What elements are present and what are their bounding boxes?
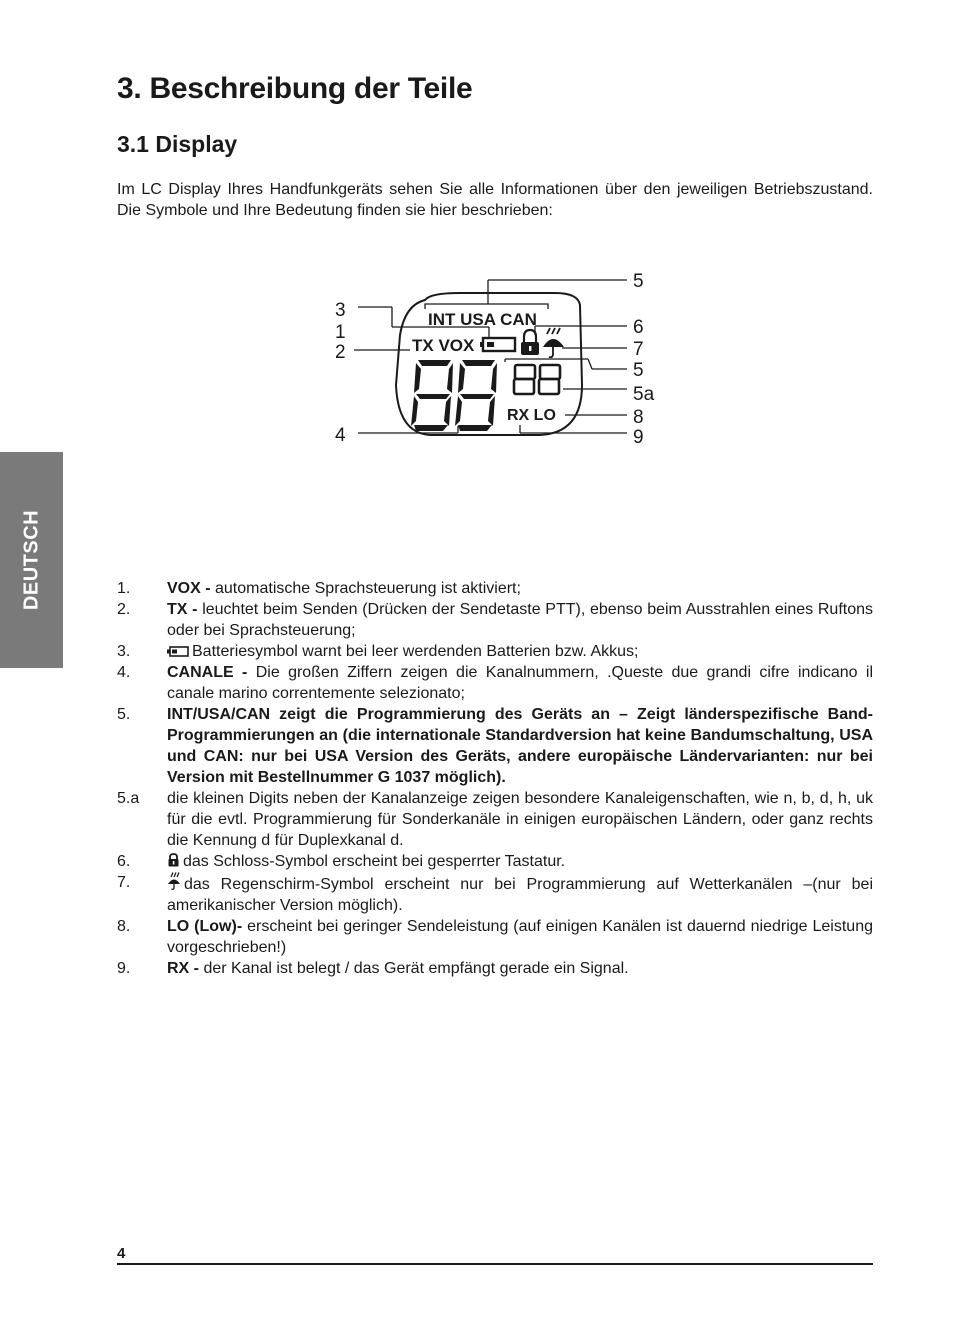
- list-item: 5. INT/USA/CAN zeigt die Programmierung des Geräts an – Zeigt länderspezifische Band-Programmierungen an (die internationale Standardversion hat keine Bandumschaltung, USA und CAN: nur bei USA Version des Geräts, andere europäische Ländervarianten: nur bei Version mit Bestellnummer G 1037 möglich).: [117, 706, 873, 786]
- lock-icon: [521, 330, 539, 355]
- list-item: 1. VOX - automatische Sprachsteuerung ist aktiviert;: [117, 580, 521, 597]
- callout-6: 6: [633, 317, 644, 338]
- list-item: 7. das Regenschirm-Symbol erscheint nur bei Programmierung auf Wetterkanälen –(nur bei amerikanischer Version möglich).: [117, 874, 873, 914]
- bracket-int-usa-can: [425, 304, 548, 309]
- umbrella-icon: [167, 872, 181, 890]
- callout-5a: 5a: [633, 384, 655, 405]
- battery-icon: [480, 338, 515, 351]
- umbrella-icon: [543, 328, 564, 357]
- callout-2: 2: [335, 342, 346, 363]
- page-number: 4: [117, 1245, 126, 1262]
- callout-5-top: 5: [633, 271, 644, 292]
- page-title: 3. Beschreibung der Teile: [117, 72, 473, 105]
- lcd-tx-vox: TX VOX: [412, 336, 475, 355]
- language-tab: [0, 452, 63, 668]
- callout-5: 5: [633, 360, 644, 381]
- callout-4: 4: [335, 425, 346, 446]
- language-tab-label: DEUTSCH: [20, 509, 42, 611]
- callout-9: 9: [633, 427, 644, 448]
- list-item: 2. TX - leuchtet beim Senden (Drücken der Sendetaste PTT), ebenso beim Ausstrahlen eines Ruftons oder bei Sprachsteuerung;: [117, 601, 874, 639]
- list-item: 9. RX - der Kanal ist belegt / das Gerät empfängt gerade ein Signal.: [117, 960, 629, 977]
- list-item: 5.a die kleinen Digits neben der Kanalanzeige zeigen besondere Kanaleigenschaften, wie n, b, d, h, uk für die evtl. Programmierung für Sonderkanäle in einigen europäischen Ländern, oder ganz rechts die Kennung d für Duplexkanal d.: [117, 790, 873, 849]
- intro-paragraph: Im LC Display Ihres Handfunkgeräts sehen Sie alle Informationen über den jeweiligen Betriebszustand. Die Symbole und Ihre Bedeutung finden sie hier beschrieben:: [117, 181, 873, 219]
- section-title: 3.1 Display: [117, 131, 238, 157]
- channel-digits-large: [411, 360, 497, 431]
- lcd-int-usa-can: INT USA CAN: [428, 310, 537, 329]
- channel-digits-small: [514, 365, 560, 394]
- callout-1: 1: [335, 322, 346, 343]
- lcd-diagram: [330, 265, 670, 455]
- callout-3: 3: [335, 300, 346, 321]
- footer-divider: [117, 1263, 873, 1265]
- list-item: 4. CANALE - Die großen Ziffern zeigen die Kanalnummern, .Queste due grandi cifre indicano il canale marino correntemente selezionato;: [117, 664, 874, 702]
- list-item: 6. das Schloss-Symbol erscheint bei gesperrter Tastatur.: [117, 853, 566, 870]
- battery-icon: [167, 646, 189, 657]
- lock-icon: [167, 853, 180, 867]
- callout-7: 7: [633, 339, 644, 360]
- list-item: 3. Batteriesymbol warnt bei leer werdenden Batterien bzw. Akkus;: [117, 643, 639, 660]
- callout-8: 8: [633, 407, 644, 428]
- symbol-list: [117, 578, 873, 979]
- list-item: 8. LO (Low)- erscheint bei geringer Sendeleistung (auf einigen Kanälen ist dauernd niedrige Leistung vorgeschrieben!): [117, 918, 874, 956]
- lcd-rx-lo: RX LO: [507, 407, 556, 424]
